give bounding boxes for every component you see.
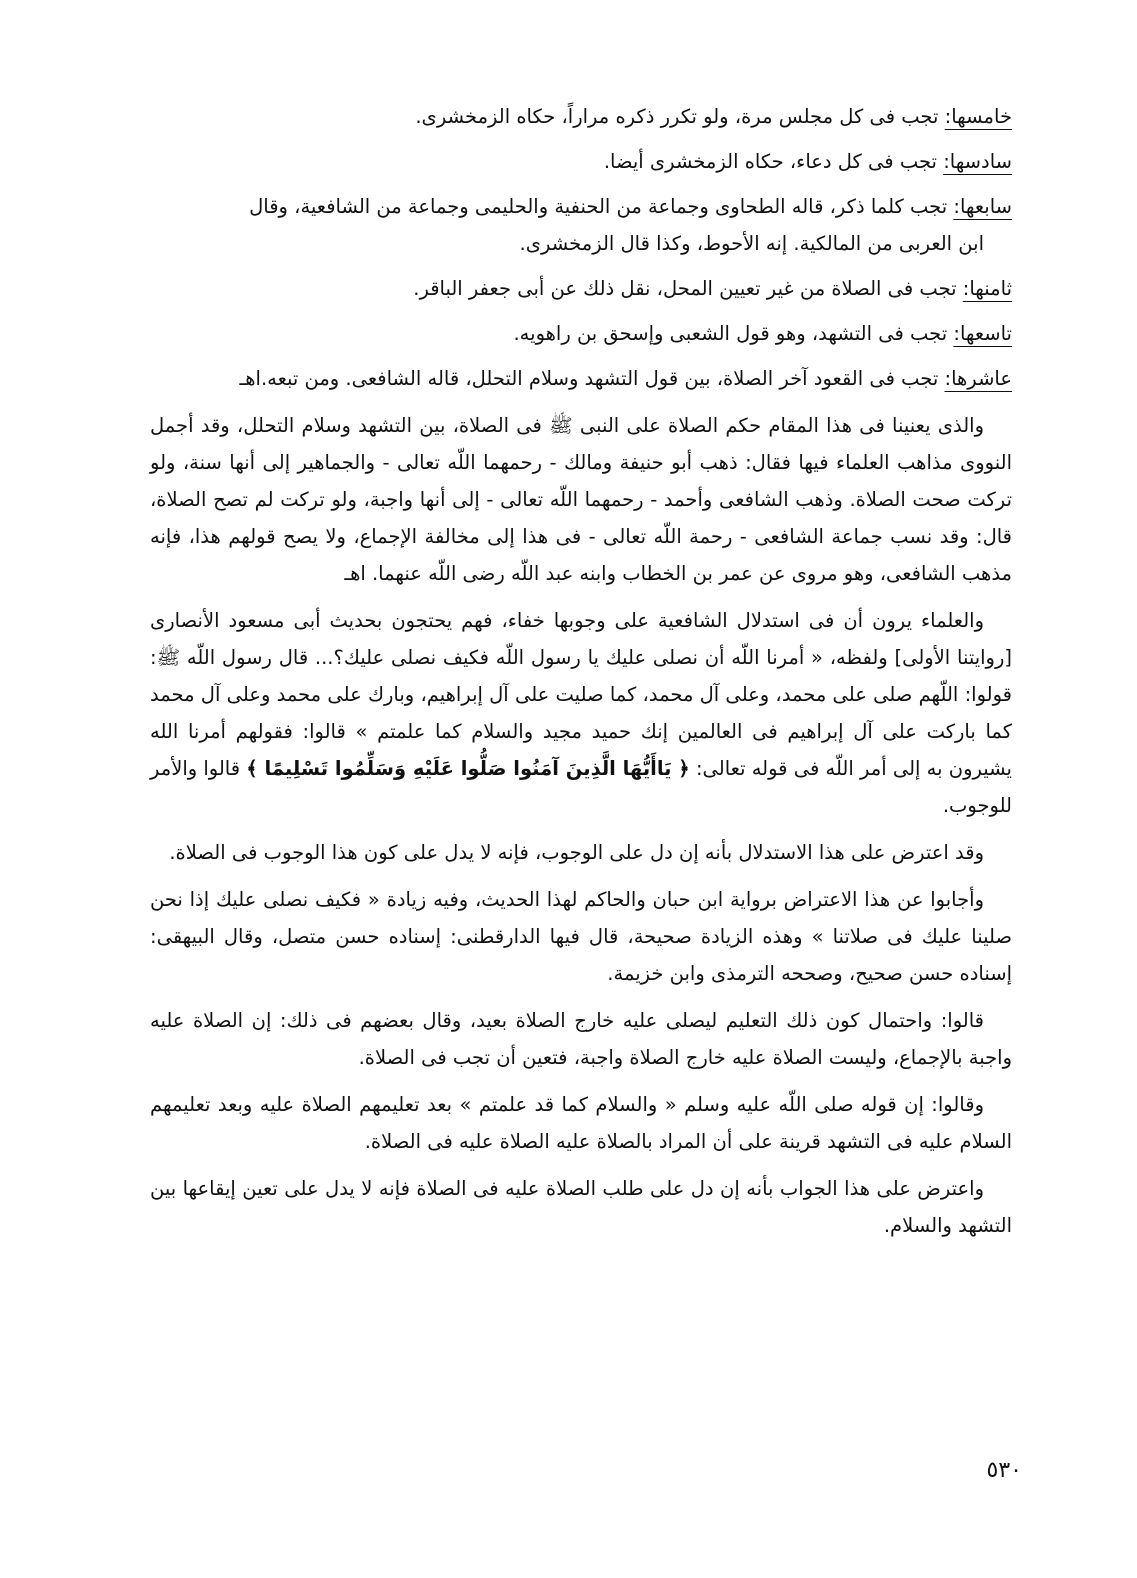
item-text: تجب فى كل مجلس مرة، ولو تكرر ذكره مراراً، حكاه الزمخشرى.: [415, 105, 939, 128]
paragraph-final-objection: واعترض على هذا الجواب بأنه إن دل على طلب الصلاة عليه فى الصلاة فإنه لا يدل على تعين إيقاعها بين التشهد والسلام.: [150, 1177, 1012, 1237]
item-label: خامسها:: [944, 105, 1012, 128]
list-item-6: [150, 143, 1012, 180]
paragraph-probability: قالوا: واحتمال كون ذلك التعليم ليصلى عليه خارج الصلاة بعيد، وقال بعضهم فى ذلك: إن الصلاة عليه واجبة بالإجماع، وليست الصلاة عليه خارج الصلاة واجبة، فتعين أن تجب فى الصلاة.: [150, 1009, 1012, 1069]
hadith-text: والعلماء يرون أن فى استدلال الشافعية على وجوبها خفاء، فهم يحتجون بحديث أبى مسعود الأنصارى [روايتنا الأولى] ولفظه، « أمرنا اللّه أن نصلى عليك يا رسول اللّه فكيف نصلى عليك؟... قال رسول اللّه ﷺ: قولوا: اللّهم صلى على محمد، وعلى آل محمد، كما صليت على آل إبراهيم، وبارك على محمد وعلى آل محمد كما باركت على آل إبراهيم فى العالمين إنك حميد مجيد والسلام كما علمتم » قالوا: فقولهم أمرنا الله يشيرون به إلى أمر اللّه فى قوله تعالى:: [150, 609, 1012, 780]
list-item-5: [150, 98, 1012, 135]
item-label: سادسها:: [943, 150, 1012, 173]
item-label: سابعها:: [953, 195, 1012, 218]
item-label: ثامنها:: [962, 277, 1012, 300]
quran-verse: ﴿ يَاأَيُّهَا الَّذِينَ آمَنُوا صَلُّوا عَلَيْهِ وَسَلِّمُوا تَسْلِيمًا ﴾: [246, 757, 690, 780]
item-text: تجب فى التشهد، وهو قول الشعبى وإسحق بن راهويه.: [513, 322, 948, 345]
list-item-7: [150, 188, 1012, 262]
item-continuation: ابن العربى من المالكية. إنه الأحوط، وكذا قال الزمخشرى.: [519, 232, 984, 255]
paragraph-madhahib: والذى يعنينا فى هذا المقام حكم الصلاة على النبى ﷺ فى الصلاة، بين التشهد وسلام التحلل، وقد أجمل النووى مذاهب العلماء فيها فقال: ذهب أبو حنيفة ومالك - رحمهما اللّه تعالى - والجماهير إلى أنها سنة، ولو تركت صحت الصلاة. وذهب الشافعى وأحمد - رحمهما اللّه تعالى - إلى أنها واجبة، ولو تركت لم تصح الصلاة، قال: وقد نسب جماعة الشافعى - رحمة اللّه تعالى - فى هذا إلى مخالفة الإجماع، ولا يصح قولهم هذا، فإنه مذهب الشافعى، وهو مروى عن عمر بن الخطاب وابنه عبد اللّه رضى اللّه عنهما. اهـ: [150, 414, 1012, 585]
list-item-9: [150, 315, 1012, 352]
list-item-10: [150, 360, 1012, 397]
paragraph-qarina: وقالوا: إن قوله صلى اللّه عليه وسلم « والسلام كما قد علمتم » بعد تعليمهم الصلاة عليه وبعد تعليمهم السلام عليه فى التشهد قرينة على أن المراد بالصلاة عليه الصلاة عليه فى الصلاة.: [150, 1093, 1012, 1153]
page-number: ٥٣٠: [986, 1458, 1022, 1483]
item-text: تجب فى القعود آخر الصلاة، بين قول التشهد وسلام التحلل، قاله الشافعى. ومن تبعه.اهـ: [239, 367, 939, 390]
paragraph-answer: وأجابوا عن هذا الاعتراض برواية ابن حبان والحاكم لهذا الحديث، وفيه زيادة « فكيف نصلى عليك إذا نحن صلينا عليك فى صلاتنا » وهذه الزيادة صحيحة، قال فيها الدارقطنى: إسناده حسن متصل، وقال البيهقى: إسناده حسن صحيح، وصححه الترمذى وابن خزيمة.: [150, 888, 1012, 985]
item-text: تجب فى الصلاة من غير تعيين المحل، نقل ذلك عن أبى جعفر الباقر.: [413, 277, 957, 300]
hadith-conclusion: قالوا والأمر للوجوب.: [150, 757, 1012, 817]
main-text-column: [150, 98, 1012, 1250]
item-text: تجب كلما ذكر، قاله الطحاوى وجماعة من الحنفية والحليمى وجماعة من الشافعية، وقال: [249, 195, 948, 218]
item-label: تاسعها:: [953, 322, 1012, 345]
paragraph-hadith: [150, 602, 1012, 824]
paragraph-objection: وقد اعترض على هذا الاستدلال بأنه إن دل على الوجوب، فإنه لا يدل على كون هذا الوجوب فى الصلاة.: [169, 841, 984, 864]
item-label: عاشرها:: [944, 367, 1012, 390]
item-text: تجب فى كل دعاء، حكاه الزمخشرى أيضا.: [603, 150, 937, 173]
list-item-8: [150, 270, 1012, 307]
